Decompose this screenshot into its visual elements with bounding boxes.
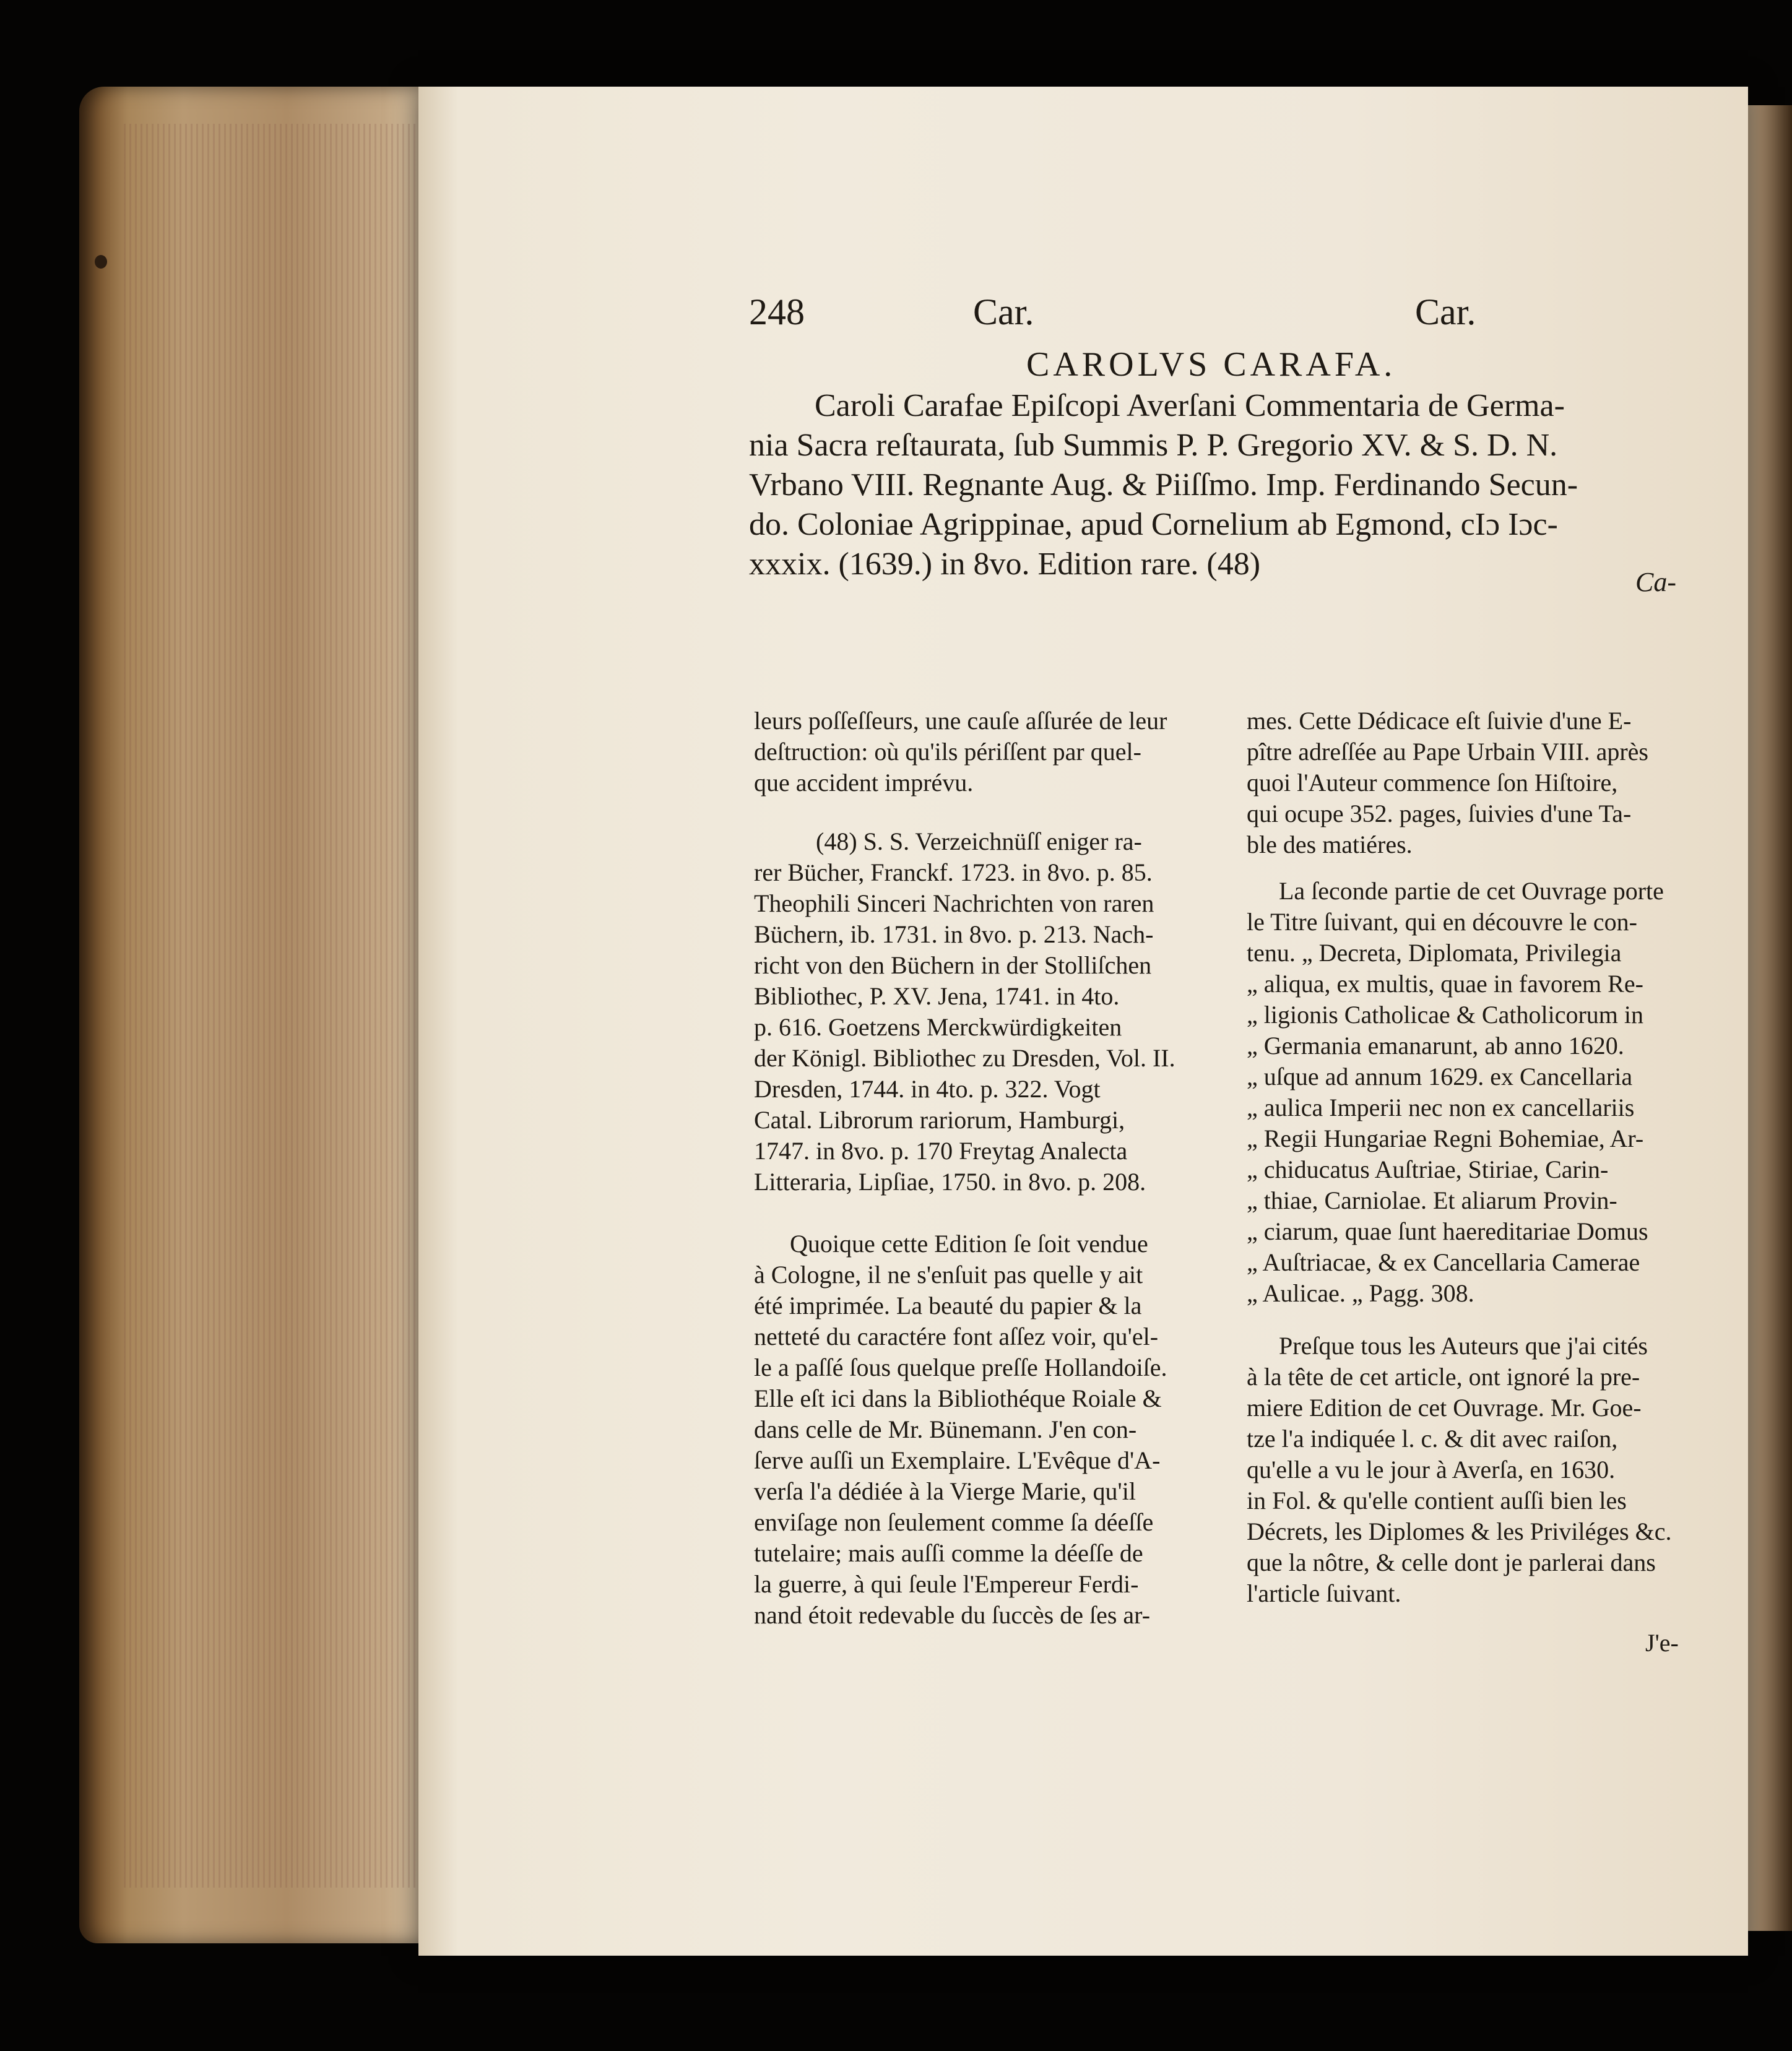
footnote-line: rer Bücher, Franckf. 1723. in 8vo. p. 85. xyxy=(754,858,1153,886)
footnote-line: Litteraria, Lipſiae, 1750. in 8vo. p. 208. xyxy=(754,1168,1146,1196)
catchword-bottom: J'e- xyxy=(1645,1629,1679,1657)
text-line: La ſeconde partie de cet Ouvrage porte xyxy=(1279,877,1664,905)
book-page xyxy=(418,87,1748,1956)
text-line: „ ciarum, quae ſunt haereditariae Domus xyxy=(1247,1217,1648,1245)
citation-line: nia Sacra reſtaurata, ſub Summis P. P. Gregorio XV. & S. D. N. xyxy=(749,428,1558,463)
text-line: „ aliqua, ex multis, quae in favorem Re- xyxy=(1247,970,1643,998)
text-line: qui ocupe 352. pages, ſuivies d'une Ta- xyxy=(1247,800,1632,827)
text-line: ble des matiéres. xyxy=(1247,831,1413,858)
text-line: „ uſque ad annum 1629. ex Cancellaria xyxy=(1247,1063,1633,1090)
text-line: enviſage non ſeulement comme ſa déeſſe xyxy=(754,1508,1154,1536)
citation-line: do. Coloniae Agrippinae, apud Cornelium ab Egmond, cIɔ Iɔc- xyxy=(749,507,1558,542)
footnote-line: Büchern, ib. 1731. in 8vo. p. 213. Nach- xyxy=(754,920,1154,948)
text-line: „ aulica Imperii nec non ex cancellariis xyxy=(1247,1094,1635,1121)
footnote-line: 1747. in 8vo. p. 170 Freytag Analecta xyxy=(754,1137,1128,1165)
text-line: miere Edition de cet Ouvrage. Mr. Goe- xyxy=(1247,1394,1642,1422)
text-line: „ thiae, Carniolae. Et aliarum Provin- xyxy=(1247,1186,1617,1214)
text-line: in Fol. & qu'elle contient auſſi bien les xyxy=(1247,1487,1627,1514)
running-head-left: Car. xyxy=(973,291,1034,332)
text-line: deſtruction: où qu'ils périſſent par quel- xyxy=(754,738,1141,766)
text-line: pître adreſſée au Pape Urbain VIII. après xyxy=(1247,738,1648,766)
text-line: que la nôtre, & celle dont je parlerai dans xyxy=(1247,1548,1656,1576)
footnote-line: der Königl. Bibliothec zu Dresden, Vol. II. xyxy=(754,1044,1175,1072)
text-line: nand étoit redevable du ſuccès de ſes ar- xyxy=(754,1601,1151,1629)
text-line: Preſque tous les Auteurs que j'ai cités xyxy=(1279,1332,1648,1360)
catchword-top: Ca- xyxy=(1635,567,1676,597)
footnote-line: Bibliothec, P. XV. Jena, 1741. in 4to. xyxy=(754,982,1120,1010)
text-line: le Titre ſuivant, qui en découvre le con- xyxy=(1247,908,1637,936)
text-line: que accident imprévu. xyxy=(754,769,974,797)
text-line: netteté du caractére font aſſez voir, qu'el- xyxy=(754,1323,1159,1350)
text-line: tze l'a indiquée l. c. & dit avec raiſon, xyxy=(1247,1425,1618,1453)
text-line: été imprimée. La beauté du papier & la xyxy=(754,1292,1142,1319)
text-line: Elle eſt ici dans la Bibliothéque Roiale & xyxy=(754,1384,1162,1412)
text-line: „ Germania emanarunt, ab anno 1620. xyxy=(1247,1032,1624,1060)
text-line: „ ligionis Catholicae & Catholicorum in xyxy=(1247,1001,1643,1029)
text-line: à Cologne, il ne s'enſuit pas quelle y ait xyxy=(754,1261,1143,1289)
text-line: leurs poſſeſſeurs, une cauſe aſſurée de leur xyxy=(754,707,1167,735)
citation-line: Caroli Carafae Epiſcopi Averſani Commentaria de Germa- xyxy=(815,388,1565,423)
text-line: l'article ſuivant. xyxy=(1247,1579,1401,1607)
footnote-line: Dresden, 1744. in 4to. p. 322. Vogt xyxy=(754,1075,1101,1103)
text-line: le a paſſé ſous quelque preſſe Hollandoiſe. xyxy=(754,1354,1167,1381)
text-line: à la tête de cet article, ont ignoré la pre- xyxy=(1247,1363,1640,1391)
text-line: Décrets, les Diplomes & les Priviléges &c. xyxy=(1247,1518,1672,1545)
footnote-line: Theophili Sinceri Nachrichten von raren xyxy=(754,889,1154,917)
text-line: mes. Cette Dédicace eſt ſuivie d'une E- xyxy=(1247,707,1632,735)
text-line: ſerve auſſi un Exemplaire. L'Evêque d'A- xyxy=(754,1446,1161,1474)
page-number: 248 xyxy=(749,291,805,332)
text-line: „ chiducatus Auſtriae, Stiriae, Carin- xyxy=(1247,1155,1609,1183)
page-edge-texture xyxy=(124,124,421,1888)
text-line: la guerre, à qui ſeule l'Empereur Ferdi- xyxy=(754,1570,1139,1598)
entry-title: CAROLVS CARAFA. xyxy=(1026,345,1396,384)
text-line: „ Auſtriacae, & ex Cancellaria Camerae xyxy=(1247,1248,1640,1276)
text-line: Quoique cette Edition ſe ſoit vendue xyxy=(790,1230,1148,1258)
running-head-right: Car. xyxy=(1415,291,1476,332)
citation-line: Vrbano VIII. Regnante Aug. & Piiſſmo. Imp. Ferdinando Secun- xyxy=(749,467,1578,503)
footnote-line: p. 616. Goetzens Merckwürdigkeiten xyxy=(754,1013,1122,1041)
text-line: „ Regii Hungariae Regni Bohemiae, Ar- xyxy=(1247,1125,1644,1152)
text-line: „ Aulicae. „ Pagg. 308. xyxy=(1247,1279,1474,1307)
text-line: qu'elle a vu le jour à Averſa, en 1630. xyxy=(1247,1456,1616,1483)
text-line: quoi l'Auteur commence ſon Hiſtoire, xyxy=(1247,769,1618,797)
footnote-line: richt von den Büchern in der Stolliſchen xyxy=(754,951,1152,979)
citation-line: xxxix. (1639.) in 8vo. Edition rare. (48) xyxy=(749,546,1261,582)
footnote-line: Catal. Librorum rariorum, Hamburgi, xyxy=(754,1106,1125,1134)
binding-hole xyxy=(95,255,107,269)
text-line: tenu. „ Decreta, Diplomata, Privilegia xyxy=(1247,939,1622,967)
text-line: tutelaire; mais auſſi comme la déeſſe de xyxy=(754,1539,1143,1567)
footnote-line: (48) S. S. Verzeichnüſſ eniger ra- xyxy=(816,827,1142,855)
text-line: verſa l'a dédiée à la Vierge Marie, qu'il xyxy=(754,1477,1136,1505)
text-line: dans celle de Mr. Bünemann. J'en con- xyxy=(754,1415,1137,1443)
